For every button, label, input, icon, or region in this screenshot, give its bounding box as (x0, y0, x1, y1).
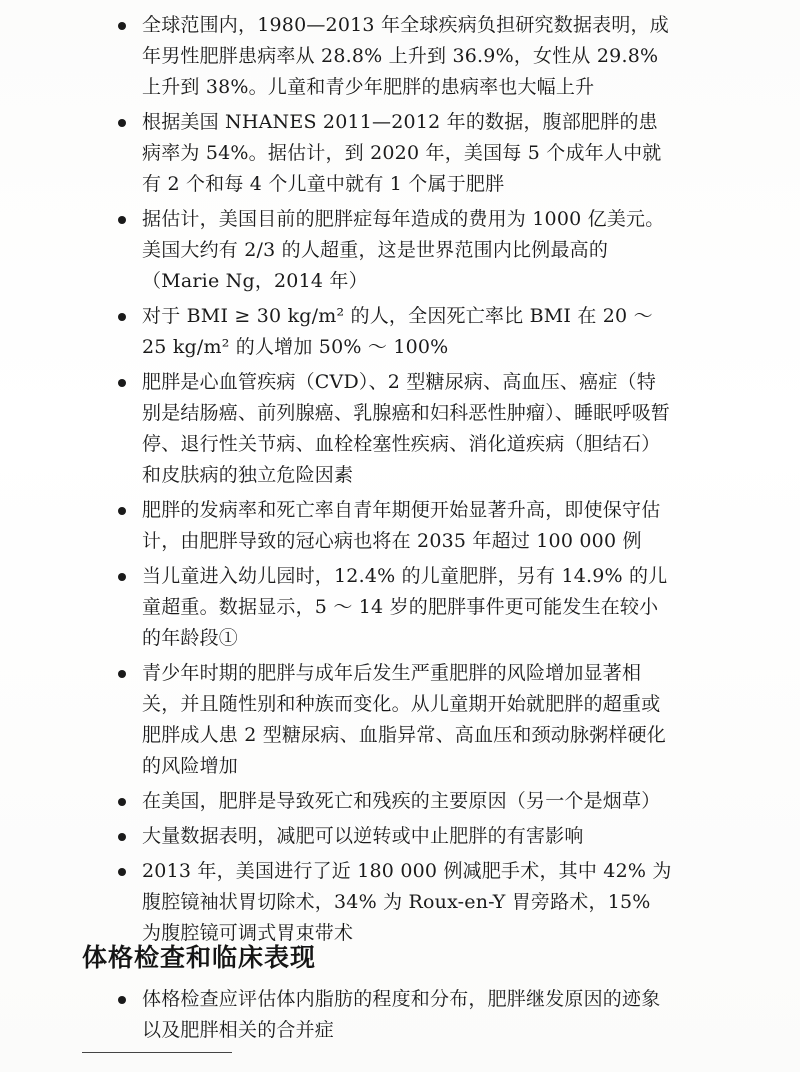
bullet-text: 体格检查应评估体内脂肪的程度和分布，肥胖继发原因的迹象以及肥胖相关的合并症 (142, 988, 661, 1041)
bullet-text: 肥胖是心血管疾病（CVD）、2 型糖尿病、高血压、癌症（特别是结肠癌、前列腺癌、乳腺癌和妇科恶性肿瘤）、睡眠呼吸暂停、退行性关节病、血栓栓塞性疾病、消化道疾病（胆结石）和皮肤病的独立危险因素 (142, 371, 671, 486)
bullet-dot-icon (118, 833, 126, 841)
bullet-dot-icon (118, 670, 126, 678)
list-item (112, 856, 672, 949)
section-bullet-list (112, 984, 672, 1050)
bullet-text: 青少年时期的肥胖与成年后发生严重肥胖的风险增加显著相关，并且随性别和种族而变化。从儿童期开始就肥胖的超重或肥胖成人患 2 型糖尿病、血脂异常、高血压和颈动脉粥样硬化的风险增加 (142, 662, 666, 777)
bullet-text: 根据美国 NHANES 2011—2012 年的数据，腹部肥胖的患病率为 54%。据估计，到 2020 年，美国每 5 个成年人中就有 2 个和每 4 个儿童中就有 1 个属于肥胖 (142, 111, 662, 195)
list-item (112, 658, 672, 782)
bullet-dot-icon (118, 379, 126, 387)
list-item (112, 561, 672, 654)
footnote-divider (82, 1052, 232, 1053)
list-item (112, 495, 672, 557)
list-item (112, 10, 672, 103)
list-item (112, 367, 672, 491)
section-heading: 体格检查和临床表现 (82, 943, 317, 972)
bullet-dot-icon (118, 868, 126, 876)
bullet-dot-icon (118, 798, 126, 806)
list-item (112, 984, 672, 1046)
bullet-dot-icon (118, 216, 126, 224)
bullet-dot-icon (118, 22, 126, 30)
bullet-dot-icon (118, 507, 126, 515)
bullet-text: 全球范围内，1980—2013 年全球疾病负担研究数据表明，成年男性肥胖患病率从 28.8% 上升到 36.9%，女性从 29.8% 上升到 38%。儿童和青少年肥胖的患病率也大幅上升 (142, 14, 669, 98)
bullet-text: 2013 年，美国进行了近 180 000 例减肥手术，其中 42% 为腹腔镜袖状胃切除术，34% 为 Roux-en-Y 胃旁路术，15% 为腹腔镜可调式胃束带术 (142, 860, 672, 944)
bullet-text: 当儿童进入幼儿园时，12.4% 的儿童肥胖，另有 14.9% 的儿童超重。数据显示，5 ～ 14 岁的肥胖事件更可能发生在较小的年龄段① (142, 565, 668, 649)
bullet-list (112, 10, 672, 953)
bullet-dot-icon (118, 119, 126, 127)
bullet-text: 在美国，肥胖是导致死亡和残疾的主要原因（另一个是烟草） (142, 790, 661, 812)
bullet-text: 肥胖的发病率和死亡率自青年期便开始显著升高，即使保守估计，由肥胖导致的冠心病也将在 2035 年超过 100 000 例 (142, 499, 661, 552)
bullet-text: 大量数据表明，减肥可以逆转或中止肥胖的有害影响 (142, 825, 584, 847)
list-item (112, 786, 672, 817)
list-item (112, 301, 672, 363)
list-item (112, 821, 672, 852)
bullet-text: 对于 BMI ≥ 30 kg/m² 的人，全因死亡率比 BMI 在 20 ～ 25 kg/m² 的人增加 50% ～ 100% (142, 305, 653, 358)
bullet-text: 据估计，美国目前的肥胖症每年造成的费用为 1000 亿美元。美国大约有 2/3 的人超重，这是世界范围内比例最高的（Marie Ng，2014 年） (142, 208, 665, 292)
bullet-dot-icon (118, 313, 126, 321)
list-item (112, 204, 672, 297)
bullet-dot-icon (118, 996, 126, 1004)
list-item (112, 107, 672, 200)
bullet-dot-icon (118, 573, 126, 581)
